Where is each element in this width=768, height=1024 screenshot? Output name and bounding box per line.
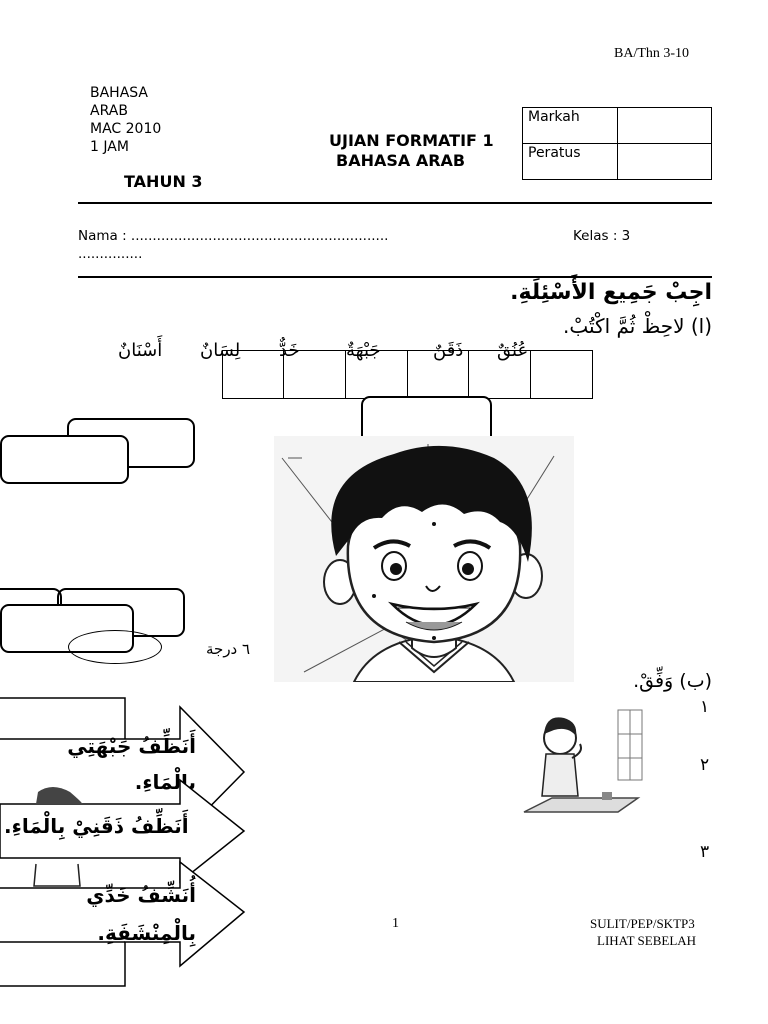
markah-label: Markah: [523, 108, 618, 144]
word: أَسْنَانٌ: [118, 340, 163, 361]
word: عُنُقٌ: [497, 340, 529, 361]
boy-face-illustration: [274, 436, 574, 682]
item-number: ٢: [700, 755, 710, 775]
part-a-marks: ٦ درجة: [206, 640, 251, 658]
subject-line: ARAB: [90, 103, 128, 119]
exam-subject-title: BAHASA ARAB: [336, 151, 466, 170]
marks-table: [522, 107, 712, 180]
word: لِسَانٌ: [200, 340, 241, 361]
exam-month: MAC 2010: [90, 121, 162, 137]
divider: [78, 276, 712, 278]
subject-line: BAHASA: [90, 85, 149, 101]
sentence[interactable]: أُنَشِّفُ خَدِّي بِالْمِنْشَفَةِ.: [86, 883, 196, 945]
instruction: اجِبْ جَمِيع الأَسْئِلَةِ.: [510, 280, 712, 305]
exam-duration: 1 JAM: [90, 139, 129, 155]
name-field-continuation: ...............: [78, 246, 143, 262]
divider: [78, 202, 712, 204]
markah-value-cell[interactable]: [618, 108, 712, 144]
sentence[interactable]: أَنَظِّفُ ذَقَنِيْ بِالْمَاءِ.: [4, 814, 189, 838]
item-number: ١: [700, 697, 710, 717]
year-label: TAHUN 3: [124, 172, 203, 191]
footer-code: SULIT/PEP/SKTP3: [590, 916, 695, 931]
page-number: 1: [392, 916, 399, 931]
name-field[interactable]: Nama : ............................................................: [78, 228, 389, 244]
document-code: BA/Thn 3-10: [614, 46, 690, 61]
peratus-value-cell[interactable]: [618, 144, 712, 180]
word: خَدٌّ: [279, 340, 300, 361]
answer-oval[interactable]: [68, 630, 162, 664]
answer-box[interactable]: [0, 435, 129, 484]
part-a-heading: (ا) لاحِظْ ثُمَّ اكْتُبْ.: [563, 314, 712, 338]
word: ذَقَنٌ: [433, 340, 464, 361]
sentence[interactable]: أَنَظِّفُ جَبْهَتِي بِالْمَاءِ.: [67, 734, 196, 794]
footer-next-page: LIHAT SEBELAH: [597, 933, 697, 948]
peratus-label: Peratus: [523, 144, 618, 180]
item-number: ٣: [700, 842, 710, 862]
answer-box-edge: [0, 588, 62, 604]
exam-title: UJIAN FORMATIF 1: [329, 131, 494, 150]
class-field: Kelas : 3: [573, 228, 631, 244]
part-b-heading: (ب) وَفِّقْ.: [633, 670, 712, 692]
boy-washing-illustration: [522, 700, 648, 818]
word-cell: [530, 350, 593, 399]
subject-block: [90, 84, 161, 156]
word: جَبْهَةٌ: [346, 340, 381, 361]
